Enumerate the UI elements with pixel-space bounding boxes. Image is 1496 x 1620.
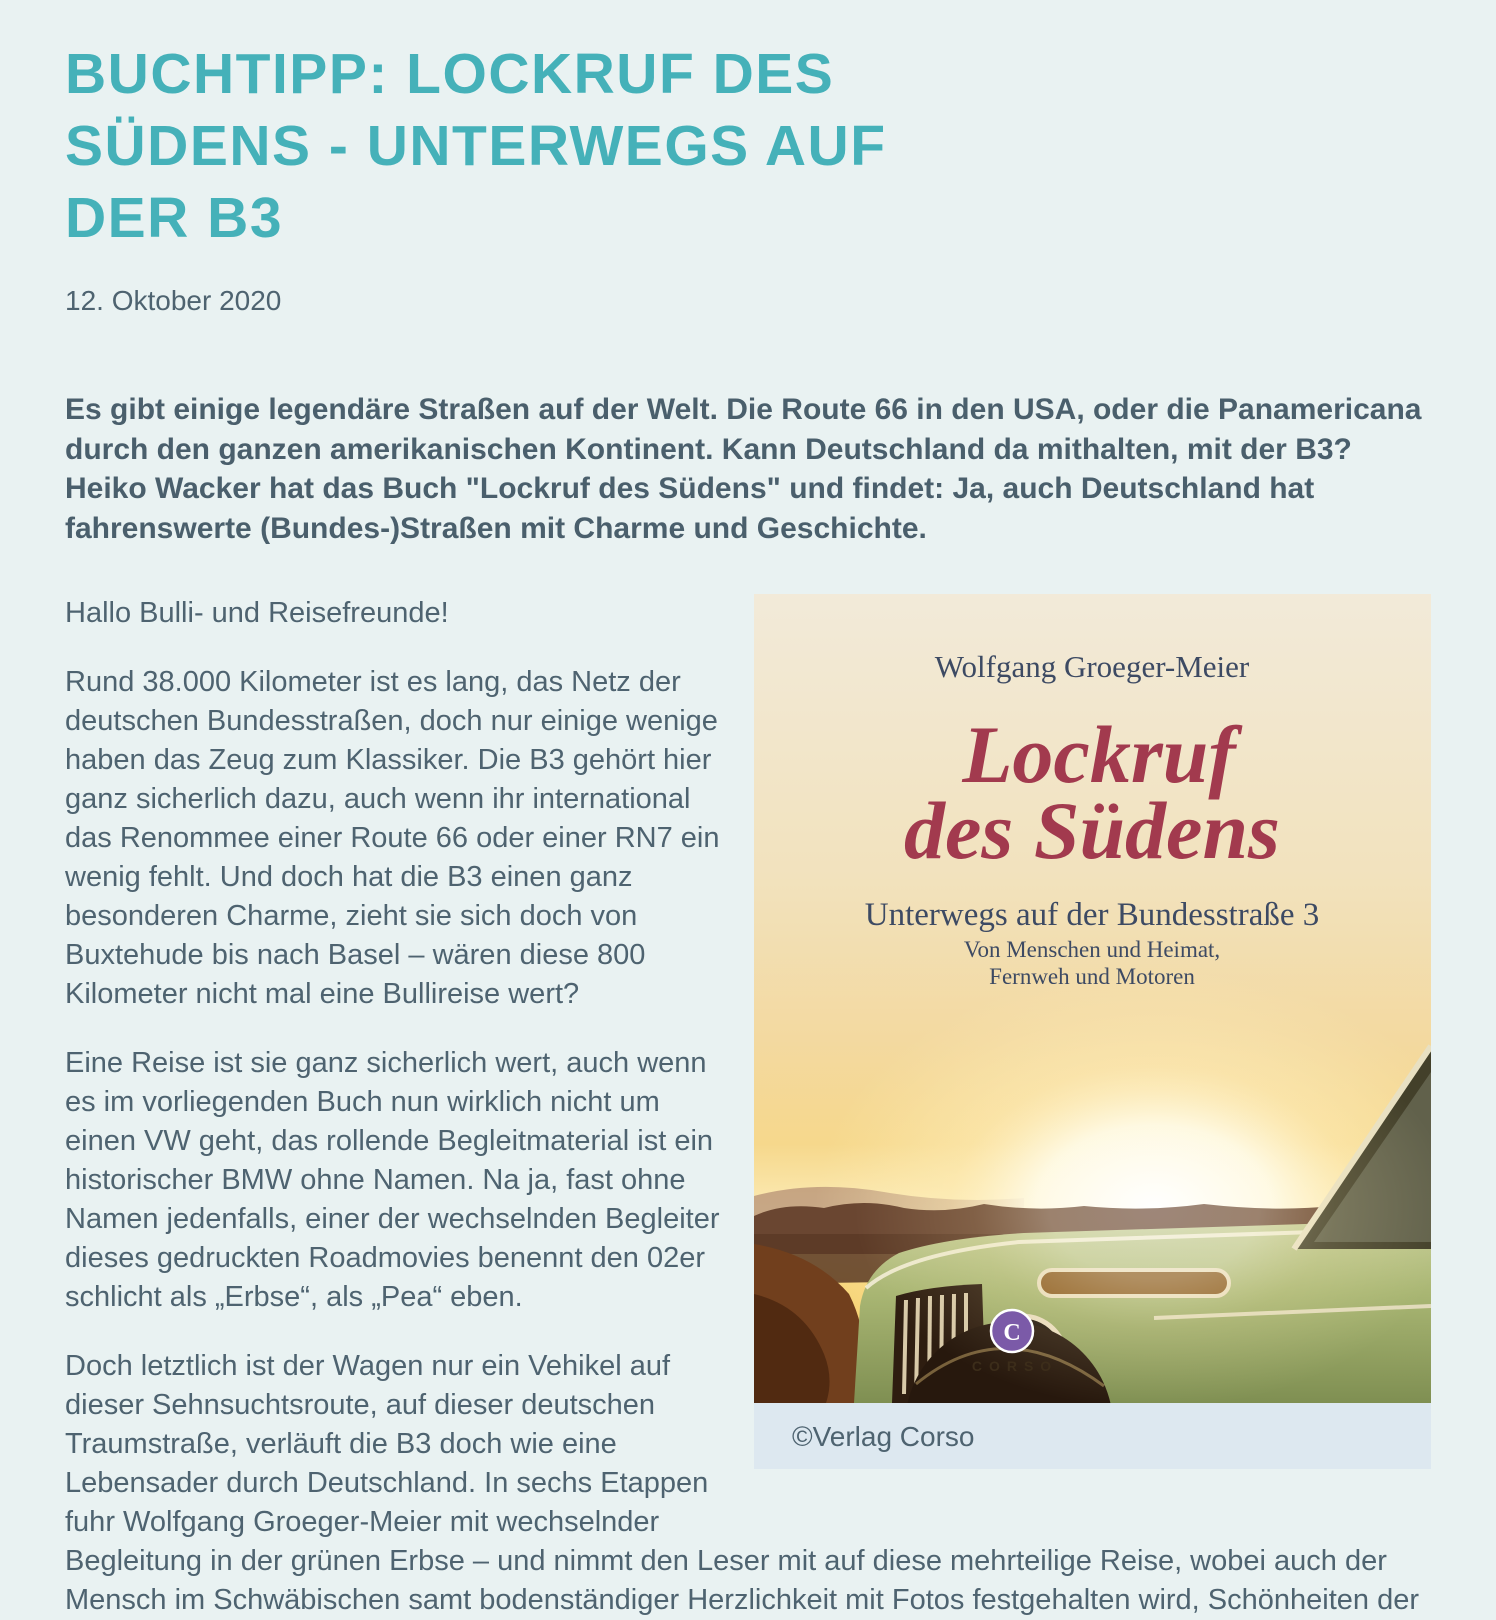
cover-tagline-line2: Fernweh und Motoren <box>989 964 1195 989</box>
cover-subtitle: Unterwegs auf der Bundesstraße 3 <box>864 897 1320 933</box>
cover-title-line1: Lockruf <box>962 709 1236 800</box>
body-paragraph: Doch letztlich ist der Wagen nur ein Vehikel auf dieser Sehnsuchtsroute, auf dieser deutschen Traumstraße, verläuft die B3 doch wie eine Lebensader durch Deutschland. In sechs Etappen fuhr Wolfgang Groeger-Meier mit wechselnder Begleitung in der grünen Erbse – und nimmt den Leser mit auf diese mehrteilige Reise, wobei auch der Mensch im Schwäbischen samt bodenständiger Herzlichkeit mit Fotos festgehalten wird, Schönheiten der <box>65 1350 1420 1616</box>
image-credit-caption: ©Verlag Corso <box>754 1403 1431 1469</box>
intro-paragraph: Es gibt einige legendäre Straßen auf der Welt. Die Route 66 in den USA, oder die Panamericana durch den ganzen amerikanischen Kontinent. Kann Deutschland da mithalten, mit der B3? Heiko Wacker hat das Buch "Lockruf des Südens" und findet: Ja, auch Deutschland hat fahrenswerte (Bundes-)Straßen mit Charme und Geschichte. <box>65 393 1422 545</box>
cover-publisher-text: CORSO <box>971 1358 1059 1374</box>
article-body <box>65 594 1431 1620</box>
book-cover-figure <box>754 594 1431 1469</box>
svg-text:C: C <box>1003 1320 1021 1346</box>
cover-tagline-line1: Von Menschen und Heimat, <box>963 937 1221 962</box>
article-date: 12. Oktober 2020 <box>65 285 282 316</box>
body-paragraph: Eine Reise ist sie ganz sicherlich wert, auch wenn es im vorliegenden Buch nun wirklich nicht um einen VW geht, das rollende Begleitmaterial ist ein historischer BMW ohne Namen. Na ja, fast ohne Namen jedenfalls, einer der wechselnden Begleiter dieses gedruckten Roadmovies benennt den 02er schlicht als „Erbse“, als „Pea“ eben. <box>65 1047 720 1313</box>
cover-author-text: Wolfgang Groeger-Meier <box>934 649 1250 684</box>
book-cover-image <box>754 594 1431 1403</box>
cover-title-line2: des Südens <box>904 785 1280 876</box>
body-paragraph: Hallo Bulli- und Reisefreunde! <box>65 597 449 629</box>
body-paragraph: Rund 38.000 Kilometer ist es lang, das Netz der deutschen Bundesstraßen, doch nur einige wenige haben das Zeug zum Klassiker. Die B3 gehört hier ganz sicherlich dazu, auch wenn ihr international das Renommee einer Route 66 oder einer RN7 ein wenig fehlt. Und doch hat die B3 einen ganz besonderen Charme, zieht sie sich doch von Buxtehude bis nach Basel – wären diese 800 Kilometer nicht mal eine Bullireise wert? <box>65 666 720 1010</box>
page-title: BUCHTIPP: LOCKRUF DES SÜDENS - UNTERWEGS AUF DER B3 <box>65 42 887 250</box>
